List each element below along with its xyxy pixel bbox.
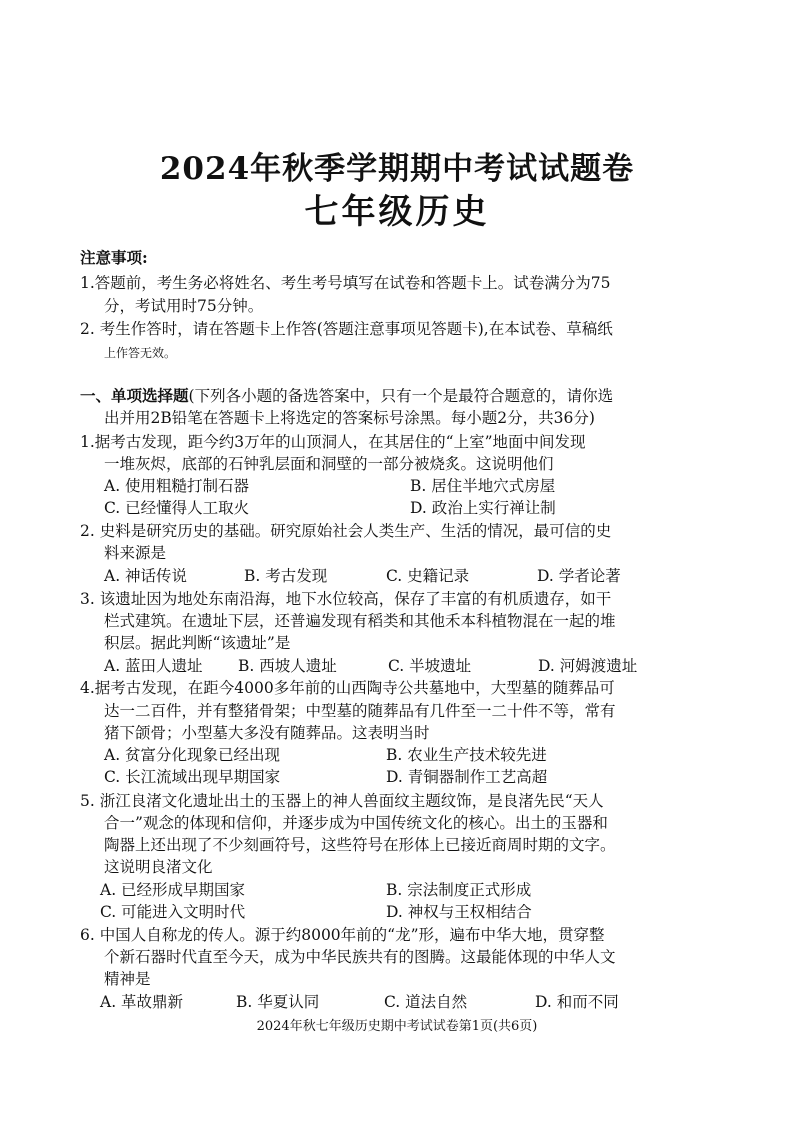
question-5-option-d: D. 神权与王权相结合 [386,903,532,921]
question-4-option-c: C. 长江流域出现早期国家 [104,768,281,786]
question-3-option-a: A. 蓝田人遗址 [104,657,203,675]
question-3-line-1: 3. 该遗址因为地处东南沿海，地下水位较高，保存了丰富的有机质遗存，如干 [80,590,612,608]
notice-item-1-line-2: 分，考试用时75分钟。 [104,297,264,315]
question-3-option-d: D. 河姆渡遗址 [538,657,638,675]
question-4-option-b: B. 农业生产技术较先进 [386,746,547,764]
question-4-option-a: A. 贫富分化现象已经出现 [104,746,281,764]
exam-title: 2024年秋季学期期中考试试题卷 [159,151,635,187]
question-1-option-b: B. 居住半地穴式房屋 [410,477,556,495]
section-heading [80,385,613,407]
question-2-option-d: D. 学者论著 [537,567,621,585]
question-2-line-1: 2. 史料是研究历史的基础。研究原始社会人类生产、生活的情况，最可信的史 [80,522,612,540]
question-5-line-1: 5. 浙江良渚文化遗址出土的玉器上的神人兽面纹主题纹饰，是良渚先民“天人 [80,792,604,810]
question-6-option-d: D. 和而不同 [535,993,619,1011]
question-2-option-a: A. 神话传说 [104,567,188,585]
question-3-line-2: 栏式建筑。在遗址下层，还普遍发现有稻类和其他禾本科植物混在一起的堆 [104,612,616,630]
question-6-line-3: 精神是 [104,970,151,988]
notice-item-1-line-1: 1.答题前，考生务必将姓名、考生考号填写在试卷和答题卡上。试卷满分为75 [80,274,611,292]
notice-heading: 注意事项: [80,248,148,267]
question-4-line-3: 猪下颌骨；小型墓大多没有随葬品。这表明当时 [104,724,430,742]
question-4-option-d: D. 青铜器制作工艺高超 [386,768,548,786]
question-3-line-3: 积层。据此判断“该遗址”是 [104,634,291,652]
notice-item-2-line-2: 上作答无效。 [104,346,177,360]
question-1-option-c: C. 已经懂得人工取火 [104,499,250,517]
exam-subtitle: 七年级历史 [304,192,490,232]
question-5-option-b: B. 宗法制度正式形成 [386,881,532,899]
question-1-option-d: D. 政治上实行禅让制 [410,499,556,517]
question-6-option-a: A. 革故鼎新 [100,993,184,1011]
question-5-option-a: A. 已经形成早期国家 [100,881,246,899]
page-footer: 2024年秋七年级历史期中考试试卷第1页(共6页) [256,1019,538,1034]
question-6-line-1: 6. 中国人自称龙的传人。源于约8000年前的“龙”形，遍布中华大地，贯穿整 [80,926,605,944]
question-6-option-b: B. 华夏认同 [236,993,320,1011]
question-5-line-3: 陶器上还出现了不少刻画符号，这些符号在形体上已接近商周时期的文字。 [104,836,616,854]
question-5-line-2: 合一”观念的体现和信仰，并逐步成为中国传统文化的核心。出土的玉器和 [104,814,608,832]
question-5-line-4: 这说明良渚文化 [104,858,213,876]
notice-item-2-line-1: 2. 考生作答时，请在答题卡上作答(答题注意事项见答题卡),在本试卷、草稿纸 [80,320,613,338]
question-4-line-2: 达一二百件，并有整猪骨架；中型墓的随葬品有几件至一二十件不等，常有 [104,702,616,720]
question-4-line-1: 4.据考古发现，在距今4000多年前的山西陶寺公共墓地中，大型墓的随葬品可 [80,679,615,697]
question-3-option-c: C. 半坡遗址 [388,657,472,675]
question-6-option-c: C. 道法自然 [384,993,468,1011]
question-5-option-c: C. 可能进入文明时代 [100,903,246,921]
question-6-line-2: 个新石器时代直至今天，成为中华民族共有的图腾。这最能体现的中华人文 [104,948,616,966]
section-title: 一、单项选择题 [80,386,189,405]
section-instruction-2: 出并用2B铅笔在答题卡上将选定的答案标号涂黑。每小题2分，共36分) [104,409,595,427]
question-1-option-a: A. 使用粗糙打制石器 [104,477,250,495]
question-2-option-c: C. 史籍记录 [386,567,470,585]
section-instruction-1: (下列各小题的备选答案中，只有一个是最符合题意的，请你选 [188,387,614,405]
question-1-line-1: 1.据考古发现，距今约3万年的山顶洞人，在其居住的“上室”地面中间发现 [80,433,586,451]
question-2-line-2: 料来源是 [104,544,167,562]
question-3-option-b: B. 西坡人遗址 [238,657,337,675]
question-2-option-b: B. 考古发现 [244,567,328,585]
question-1-line-2: 一堆灰烬，底部的石钟乳层面和洞壁的一部分被烧炙。这说明他们 [104,455,554,473]
